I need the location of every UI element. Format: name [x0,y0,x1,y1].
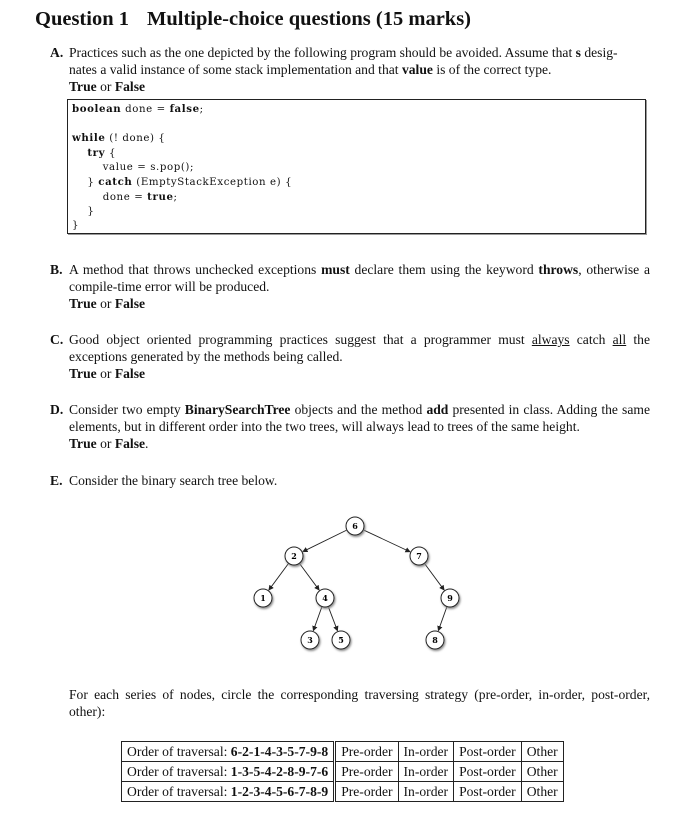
traversal-sequence-cell: Order of traversal: 1-2-3-4-5-6-7-8-9 [122,782,335,802]
true-or-false-a: True or False [69,79,146,94]
question-e-label: E. [50,473,63,488]
option-in-order[interactable]: In-order [398,762,454,782]
true-option[interactable]: True [69,79,97,94]
option-pre-order[interactable]: Pre-order [335,782,398,802]
tree-node-7 [410,547,428,565]
tree-edge-6-7 [363,530,410,552]
traversal-row [122,742,564,762]
svg-text:4: 4 [322,593,328,603]
tree-node-2 [285,547,303,565]
question-number: Question 1 [35,8,129,30]
true-option[interactable]: True [69,366,97,381]
question-b-text: A method that throws unchecked exceptions must declare them using the keyword throws, otherwise a compile-time error will be produced. [69,262,651,294]
tree-node-3 [301,631,319,649]
svg-text:2: 2 [291,551,297,561]
traversal-sequence-cell: Order of traversal: 1-3-5-4-2-8-9-7-6 [122,762,335,782]
tree-node-4 [316,589,334,607]
false-option[interactable]: False [114,79,146,94]
option-post-order[interactable]: Post-order [454,742,522,762]
option-pre-order[interactable]: Pre-order [335,742,398,762]
tree-node-1 [254,589,272,607]
svg-text:8: 8 [432,635,438,645]
code-listing: boolean done = false; while (! done) { try { value = s.pop(); } catch (EmptyStackException e) { done = true; } } [72,103,293,231]
question-c-text: Good object oriented programming practices suggest that a programmer must always catch all the exceptions generated by the methods being called. [69,332,650,364]
option-other[interactable]: Other [521,762,563,782]
question-a-label: A. [50,45,64,60]
tree-edge-7-9 [424,563,444,590]
tree-nodes [254,517,459,649]
option-other[interactable]: Other [521,782,563,802]
tree-node-6 [346,517,364,535]
svg-text:1: 1 [260,593,266,603]
tree-node-9 [441,589,459,607]
false-option[interactable]: False [114,436,146,451]
svg-text:5: 5 [338,635,344,645]
svg-text:7: 7 [416,551,422,561]
svg-text:3: 3 [307,635,313,645]
tree-edges [269,530,447,631]
question-b-label: B. [50,262,63,277]
question-d-text: Consider two empty BinarySearchTree objects and the method add presented in class. Adding the same elements, but in different order into the two trees, will always lead to trees of the same height. [69,402,650,434]
false-option[interactable]: False [114,366,146,381]
true-or-false-d: True or False. [69,436,149,451]
question-e-text: Consider the binary search tree below. [69,473,278,488]
true-option[interactable]: True [69,296,97,311]
option-pre-order[interactable]: Pre-order [335,762,398,782]
false-option[interactable]: False [114,296,146,311]
question-a-line1: Practices such as the one depicted by the following program should be avoided. Assume that s desig- [69,45,618,60]
option-post-order[interactable]: Post-order [454,782,522,802]
option-other[interactable]: Other [521,742,563,762]
traversal-table [121,741,564,802]
tree-edge-6-2 [303,530,347,552]
tree-edge-2-1 [269,563,289,590]
tree-edge-2-4 [299,563,319,590]
option-in-order[interactable]: In-order [398,742,454,762]
question-d-label: D. [50,402,64,417]
traversal-row [122,782,564,802]
svg-text:9: 9 [447,593,453,603]
traversal-instructions: For each series of nodes, circle the corresponding traversing strategy (pre-order, in-order, post-order, other): [69,687,650,719]
option-post-order[interactable]: Post-order [454,762,522,782]
option-in-order[interactable]: In-order [398,782,454,802]
true-or-false-b: True or False [69,296,146,311]
question-c-label: C. [50,332,64,347]
true-or-false-c: True or False [69,366,146,381]
tree-edge-9-8 [438,606,447,630]
tree-edge-4-5 [328,606,337,630]
traversal-row [122,762,564,782]
true-option[interactable]: True [69,436,97,451]
question-a-line2: nates a valid instance of some stack implementation and that value is of the correct type. [69,62,552,77]
svg-text:6: 6 [352,521,358,531]
question-heading: Multiple-choice questions (15 marks) [147,8,471,30]
tree-node-8 [426,631,444,649]
tree-node-5 [332,631,350,649]
tree-edge-4-3 [313,606,322,630]
traversal-sequence-cell: Order of traversal: 6-2-1-4-3-5-7-9-8 [122,742,335,762]
